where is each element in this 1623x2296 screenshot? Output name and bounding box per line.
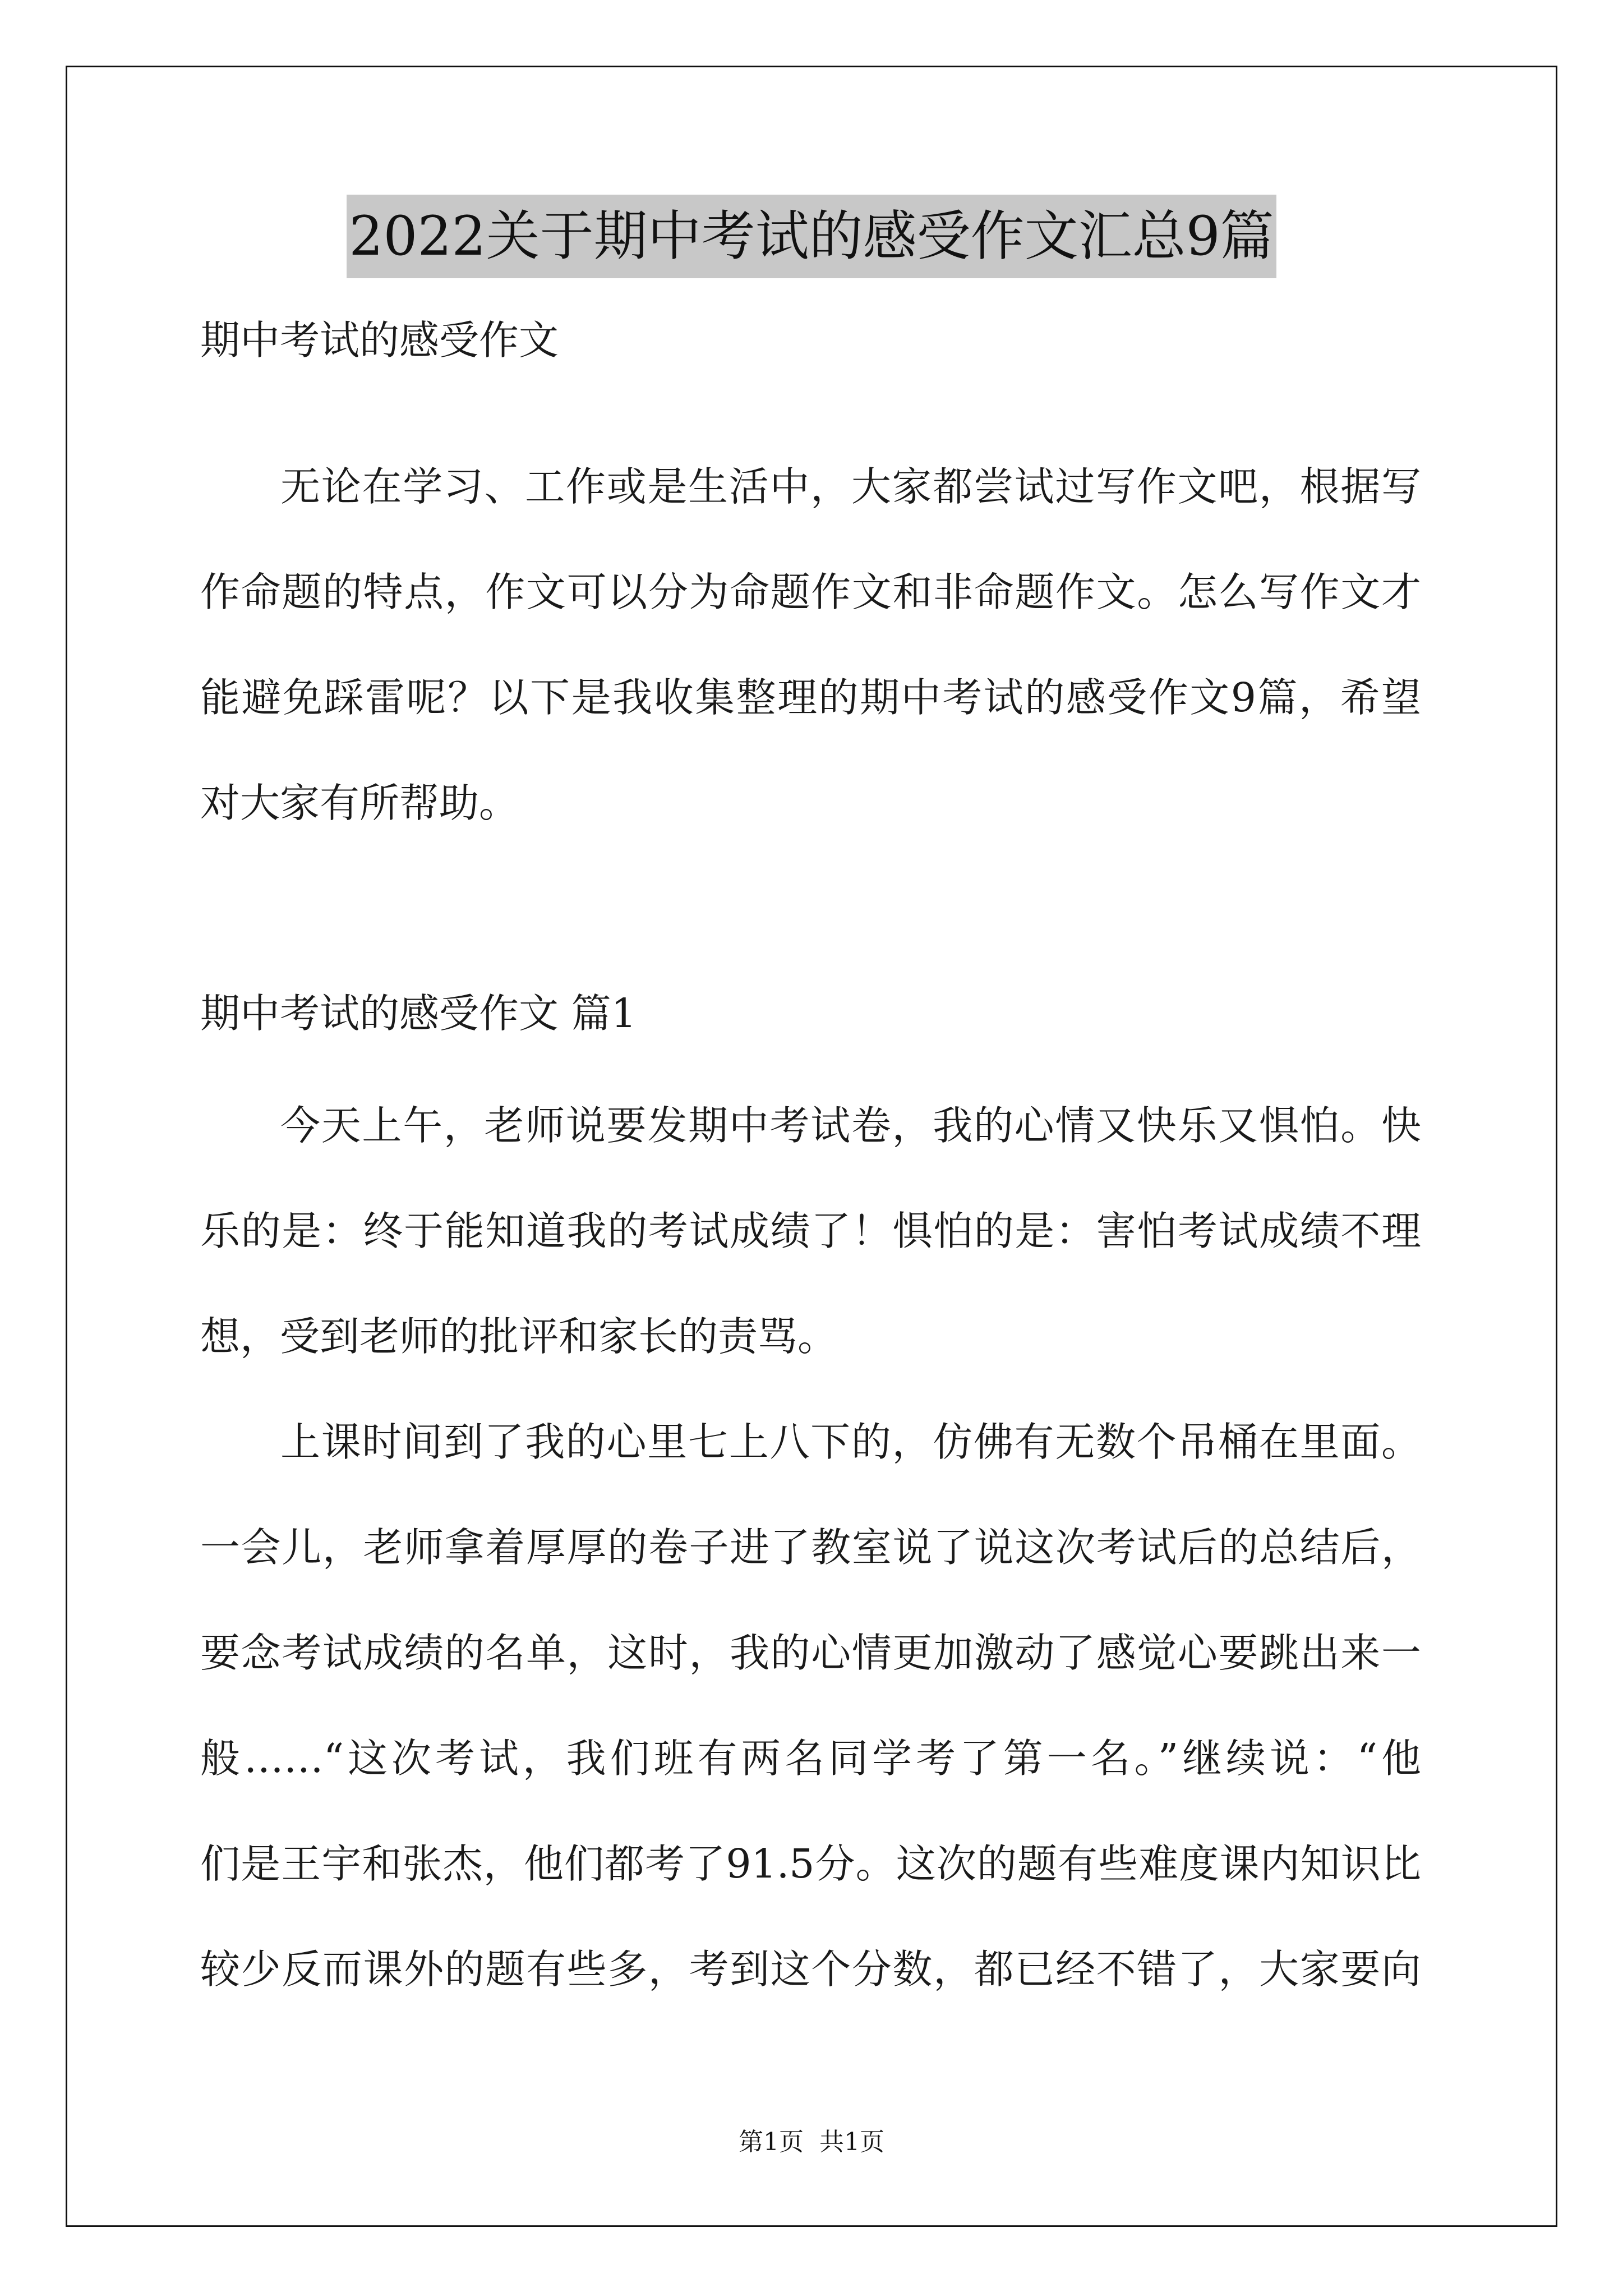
text-line: 们是王宇和张杰，他们都考了91.5分。这次的题有些难度课内知识比 <box>200 1841 1421 1887</box>
text-line: 一会儿，老师拿着厚厚的卷子进了教室说了说这次考试后的总结后， <box>200 1524 1421 1571</box>
section-heading: 期中考试的感受作文 <box>200 317 559 364</box>
essay-1-paragraph-1 <box>200 1073 1421 1389</box>
text-line: 乐的是：终于能知道我的考试成绩了！惧怕的是：害怕考试成绩不理 <box>200 1208 1421 1254</box>
text-line: 今天上午，老师说要发期中考试卷，我的心情又快乐又惧怕。快 <box>280 1102 1421 1149</box>
text-line: 对大家有所帮助。 <box>200 780 519 826</box>
essay-1-paragraph-2 <box>200 1389 1421 2022</box>
text-line: 能避免踩雷呢？以下是我收集整理的期中考试的感受作文9篇，希望 <box>200 674 1421 721</box>
text-line: 想，受到老师的批评和家长的责骂。 <box>200 1313 838 1360</box>
text-line: 作命题的特点，作文可以分为命题作文和非命题作文。怎么写作文才 <box>200 569 1421 615</box>
essay-1-heading <box>200 961 1421 1066</box>
title-container <box>66 195 1557 278</box>
text-line: 上课时间到了我的心里七上八下的，仿佛有无数个吊桶在里面。 <box>280 1419 1421 1465</box>
section-heading: 期中考试的感受作文 篇1 <box>200 990 637 1037</box>
text-line: 较少反而课外的题有些多，考到这个分数，都已经不错了，大家要向 <box>200 1946 1421 1993</box>
page-footer: 第1页 共1页 <box>739 2128 884 2156</box>
intro-section-heading <box>200 288 1421 393</box>
text-line: 无论在学习、工作或是生活中，大家都尝试过写作文吧，根据写 <box>280 463 1421 510</box>
intro-paragraph <box>200 434 1421 856</box>
text-line: 要念考试成绩的名单，这时，我的心情更加激动了感觉心要跳出来一 <box>200 1630 1421 1676</box>
document-title: 2022关于期中考试的感受作文汇总9篇 <box>347 195 1276 278</box>
text-line: 般……“这次考试，我们班有两名同学考了第一名。”继续说：“他 <box>200 1735 1421 1782</box>
